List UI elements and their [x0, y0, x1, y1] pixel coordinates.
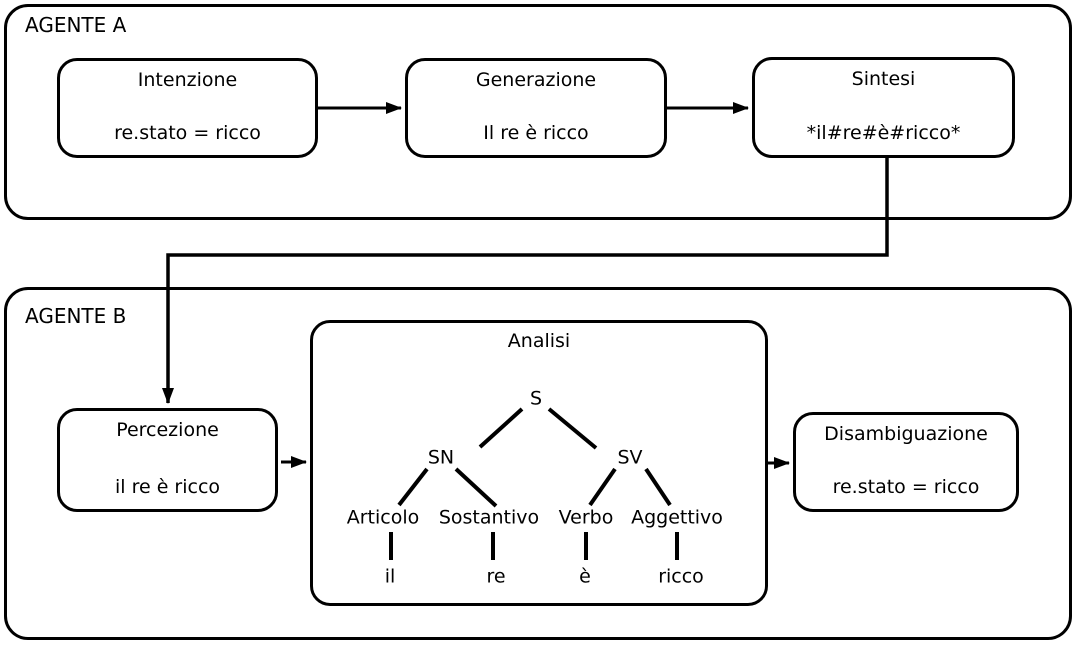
tree-word-il: il — [384, 565, 396, 588]
node-disambiguazione-title: Disambiguazione — [824, 423, 988, 445]
tree-node-sv: SV — [617, 446, 643, 469]
node-sintesi-title: Sintesi — [851, 68, 916, 90]
tree-pos-articolo: Articolo — [346, 506, 420, 529]
node-percezione-title: Percezione — [116, 419, 219, 441]
node-sintesi-value: *il#re#è#ricco* — [806, 122, 961, 145]
node-generazione — [405, 58, 667, 158]
tree-node-sn: SN — [427, 446, 455, 469]
tree-word-re: re — [486, 565, 506, 588]
tree-word-ricco: ricco — [658, 565, 704, 588]
tree-pos-aggettivo: Aggettivo — [631, 506, 723, 529]
agent-a-label: AGENTE A — [25, 13, 127, 37]
node-intenzione — [57, 58, 318, 158]
node-generazione-value: Il re è ricco — [483, 122, 589, 145]
tree-pos-sostantivo: Sostantivo — [438, 506, 540, 529]
tree-node-s: S — [529, 387, 543, 410]
node-generazione-title: Generazione — [475, 69, 597, 91]
node-disambiguazione — [793, 412, 1019, 512]
node-intenzione-value: re.stato = ricco — [114, 122, 261, 145]
node-percezione — [57, 408, 278, 512]
node-sintesi — [752, 57, 1015, 158]
node-analisi-title: Analisi — [507, 330, 571, 352]
node-disambiguazione-value: re.stato = ricco — [832, 476, 980, 499]
node-intenzione-title: Intenzione — [137, 69, 238, 91]
tree-word-e: è — [579, 565, 591, 588]
node-percezione-value: il re è ricco — [114, 476, 221, 499]
node-analisi — [310, 320, 768, 606]
tree-pos-verbo: Verbo — [558, 506, 614, 529]
agent-b-label: AGENTE B — [25, 304, 127, 328]
